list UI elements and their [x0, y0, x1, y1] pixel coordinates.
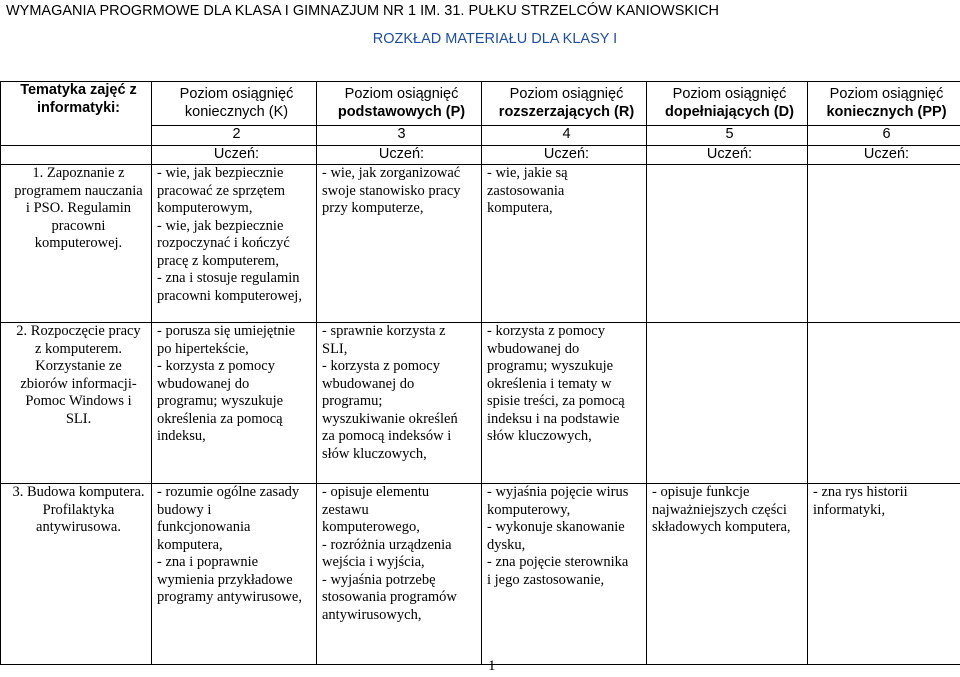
requirement-line: słów kluczowych, — [487, 428, 592, 444]
level-number: 2 — [152, 126, 317, 146]
requirement-cell — [152, 165, 317, 323]
requirement-cell — [482, 484, 647, 665]
requirement-cell — [808, 323, 960, 484]
requirement-line: komputera, — [157, 536, 223, 553]
requirement-cell — [808, 165, 960, 323]
requirement-line: - opisuje elementu — [322, 484, 430, 500]
requirement-cell — [482, 165, 647, 323]
requirement-cell — [647, 484, 808, 665]
requirement-line: - wie, jak bezpiecznie — [157, 217, 284, 234]
uczen-label: Uczeń: — [647, 146, 808, 165]
topic-line: Korzystanie ze — [35, 358, 122, 374]
requirement-line: pracę z komputerem, — [157, 252, 279, 269]
requirement-line: programy antywirusowe, — [157, 589, 302, 605]
requirement-line: - wie, jak zorganizować — [322, 165, 461, 181]
requirement-line: wymienia przykładowe — [157, 571, 293, 588]
requirement-line: programu; wyszukuje — [487, 358, 614, 374]
requirement-line: przy komputerze, — [322, 200, 424, 216]
level-number: 4 — [482, 126, 647, 146]
requirement-line: wejścia i wyjścia, — [322, 554, 425, 570]
requirement-line: programu; — [322, 393, 383, 409]
requirement-line: pracowni komputerowej, — [157, 287, 302, 304]
level-number: 6 — [808, 126, 960, 146]
table-row — [1, 484, 960, 665]
topic-cell — [1, 323, 152, 484]
table-header-row — [1, 82, 960, 126]
requirement-line: wyszukiwanie określeń — [322, 410, 458, 427]
requirement-line: - sprawnie korzysta z — [322, 323, 446, 339]
requirement-line: - wykonuje skanowanie — [487, 519, 625, 535]
requirement-line: i jego zastosowanie, — [487, 571, 605, 588]
requirement-line: - zna pojęcie sterownika — [487, 554, 629, 570]
level-header-d: Poziom osiągnięć dopełniających (D) — [647, 82, 808, 126]
level-number: 3 — [317, 126, 482, 146]
requirement-line: indeksu, — [157, 428, 206, 444]
table-row — [1, 323, 960, 484]
requirement-line: - rozumie ogólne zasady — [157, 484, 300, 500]
requirement-cell — [152, 323, 317, 484]
requirement-line: zastosowania — [487, 182, 565, 199]
requirement-line: słów kluczowych, — [322, 445, 427, 462]
requirement-cell — [647, 323, 808, 484]
topic-line: 1. Zapoznanie z — [32, 165, 125, 181]
requirement-cell — [317, 323, 482, 484]
requirement-line: funkcjonowania — [157, 519, 251, 535]
requirement-cell — [482, 323, 647, 484]
topic-line: programem nauczania — [14, 182, 143, 199]
requirement-line: indeksu i na podstawie — [487, 410, 620, 427]
requirement-line: - zna rys historii — [813, 484, 908, 500]
requirement-line: - wie, jak bezpiecznie — [157, 165, 284, 181]
requirement-cell — [152, 484, 317, 665]
topic-line: i PSO. Regulamin — [25, 200, 132, 216]
requirement-line: - korzysta z pomocy — [487, 323, 605, 339]
requirement-line: zestawu — [322, 501, 369, 518]
school-header: WYMAGANIA PROGRMOWE DLA KLASA I GIMNAZJUM NR 1 IM. 31. PUŁKU STRZELCÓW KANIOWSKICH — [6, 3, 720, 19]
requirement-line: informatyki, — [813, 501, 886, 518]
level-header-k: Poziom osiągnięć koniecznych (K) — [152, 82, 317, 126]
level-number: 5 — [647, 126, 808, 146]
requirement-line: - korzysta z pomocy — [322, 358, 440, 374]
requirement-line: wbudowanej do — [487, 340, 580, 357]
requirement-line: komputera, — [487, 200, 553, 216]
topic-cell — [1, 484, 152, 665]
requirement-line: określenia i tematy w — [487, 375, 612, 392]
requirement-line: dysku, — [487, 536, 526, 553]
requirement-line: SLI, — [322, 340, 348, 357]
requirement-cell — [317, 484, 482, 665]
uczen-label: Uczeń: — [317, 146, 482, 165]
topic-line: 3. Budowa komputera. — [12, 484, 145, 500]
requirement-line: wbudowanej do — [157, 375, 250, 392]
topic-cell — [1, 165, 152, 323]
topic-line: SLI. — [65, 410, 92, 427]
level-header-pp: Poziom osiągnięć koniecznych (PP) — [808, 82, 960, 126]
topic-line: Profilaktyka — [42, 501, 115, 518]
requirement-line: - wyjaśnia pojęcie wirus — [487, 484, 629, 500]
requirement-cell — [808, 484, 960, 665]
topic-line: z komputerem. — [35, 340, 122, 357]
topic-line: zbiorów informacji- — [20, 375, 137, 392]
requirement-line: za pomocą indeksów i — [322, 428, 452, 444]
document-title: ROZKŁAD MATERIAŁU DLA KLASY I — [372, 31, 618, 47]
topic-line: pracowni — [51, 217, 106, 234]
requirement-line: - korzysta z pomocy — [157, 358, 275, 374]
requirement-line: budowy i — [157, 501, 212, 518]
requirement-line: wbudowanej do — [322, 375, 415, 392]
requirement-line: określenia za pomocą — [157, 410, 283, 427]
topic-line: antywirusowa. — [36, 519, 121, 535]
requirement-line: komputerowy, — [487, 501, 571, 518]
uczen-row — [1, 146, 960, 165]
topic-line: komputerowej. — [34, 235, 123, 251]
requirement-line: - opisuje funkcje — [652, 484, 750, 500]
requirement-line: spisie treści, za pomocą — [487, 393, 625, 409]
topic-column-header: Tematyka zajęć z informatyki: — [1, 82, 152, 146]
requirement-line: pracować ze sprzętem — [157, 182, 286, 199]
requirement-line: komputerowego, — [322, 519, 420, 535]
requirement-line: składowych komputera, — [652, 519, 791, 535]
requirement-line: - rozróżnia urządzenia — [322, 536, 452, 553]
requirement-line: programu; wyszukuje — [157, 393, 284, 409]
table-row — [1, 165, 960, 323]
uczen-label: Uczeń: — [152, 146, 317, 165]
requirement-line: najważniejszych części — [652, 501, 787, 518]
requirement-line: - porusza się umiejętnie — [157, 323, 296, 339]
requirement-line: swoje stanowisko pracy — [322, 182, 461, 199]
level-header-p: Poziom osiągnięć podstawowych (P) — [317, 82, 482, 126]
topic-line: 2. Rozpoczęcie pracy — [16, 323, 141, 339]
level-header-r: Poziom osiągnięć rozszerzających (R) — [482, 82, 647, 126]
requirement-line: po hipertekście, — [157, 340, 249, 357]
uczen-label: Uczeń: — [482, 146, 647, 165]
requirement-cell — [317, 165, 482, 323]
requirement-line: stosowania programów — [322, 589, 457, 605]
requirement-cell — [647, 165, 808, 323]
requirement-line: komputerowym, — [157, 200, 253, 216]
topic-line: Pomoc Windows i — [25, 393, 132, 409]
page-number: 1 — [488, 658, 496, 674]
uczen-label: Uczeń: — [808, 146, 960, 165]
requirement-line: - zna i stosuje regulamin — [157, 270, 300, 286]
requirement-line: - wyjaśnia potrzebę — [322, 571, 436, 588]
requirement-line: - wie, jakie są — [487, 165, 568, 181]
curriculum-table — [0, 81, 960, 665]
empty-cell — [1, 146, 152, 165]
requirement-line: rozpoczynać i kończyć — [157, 235, 290, 251]
requirement-line: antywirusowych, — [322, 606, 422, 623]
requirement-line: - zna i poprawnie — [157, 554, 259, 570]
